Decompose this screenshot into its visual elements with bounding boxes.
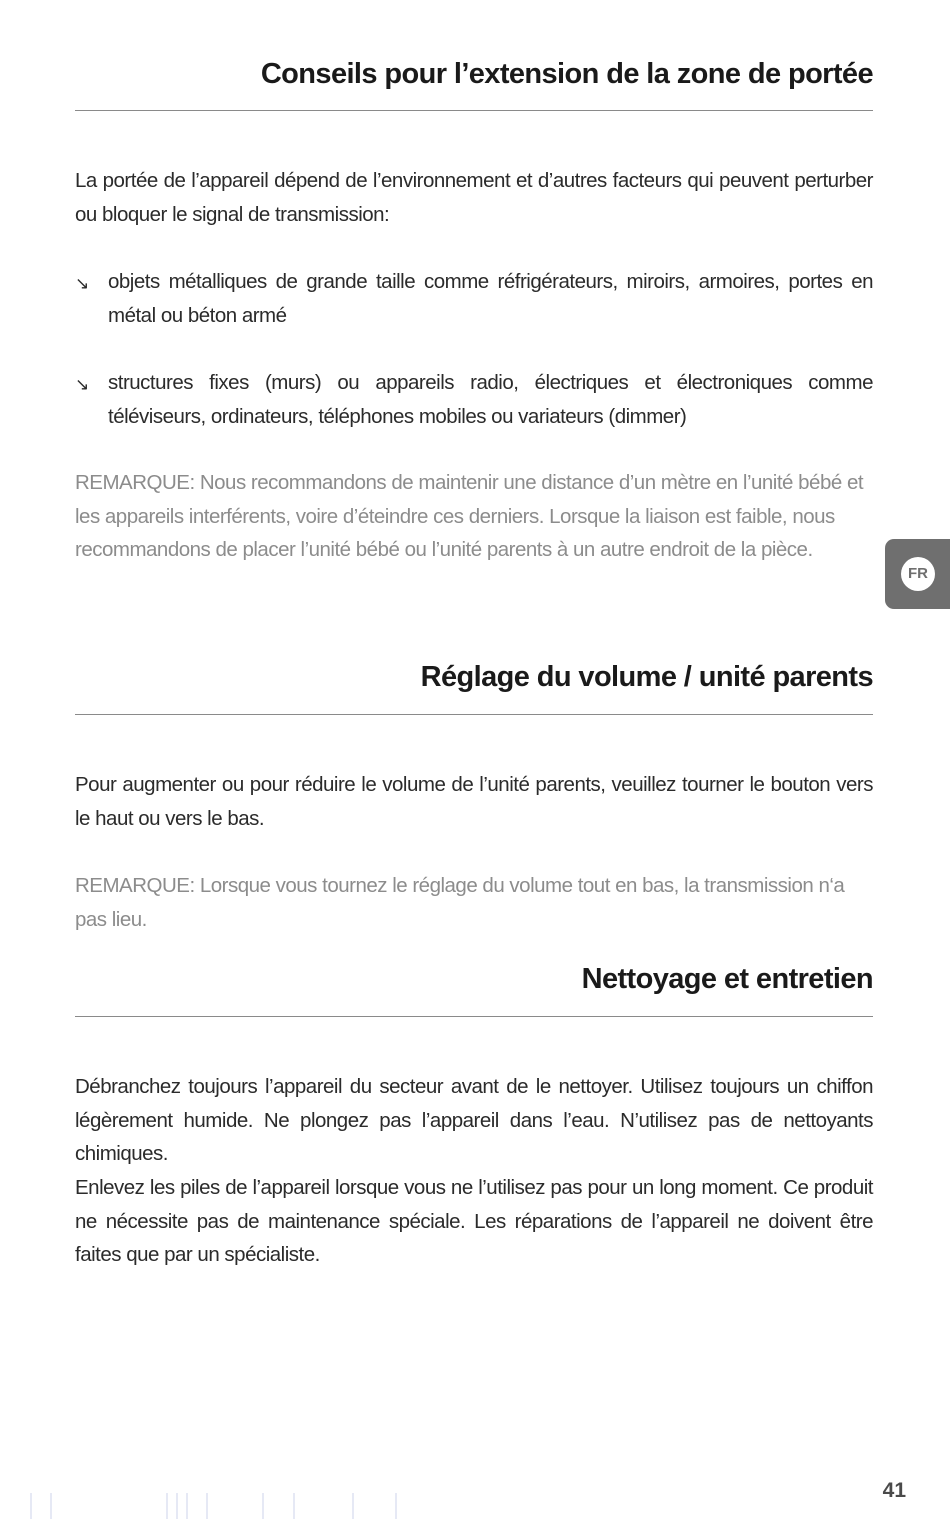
section-divider (75, 714, 873, 715)
arrow-down-right-icon: ↘ (75, 375, 90, 394)
section-divider (75, 1016, 873, 1017)
page-number: 41 (882, 1479, 906, 1502)
section-divider (75, 110, 873, 111)
section-title-range-tips: Conseils pour l’extension de la zone de portée (260, 58, 873, 90)
range-intro-paragraph: La portée de l’appareil dépend de l’environnement et d’autres facteurs qui peuvent perturber ou bloquer le signal de transmission: (75, 169, 873, 226)
section-title-volume: Réglage du volume / unité parents (420, 661, 873, 693)
volume-paragraph: Pour augmenter ou pour réduire le volume de l’unité parents, veuillez tourner le bouton vers le haut ou vers le bas. (75, 773, 873, 830)
arrow-down-right-icon: ↘ (75, 274, 90, 293)
language-tab (885, 539, 950, 609)
footer-decoration (30, 1493, 450, 1519)
list-item-text: structures fixes (murs) ou appareils radio, électriques et électroniques comme téléviseurs, ordinateurs, téléphones mobiles ou variateurs (dimmer) (108, 371, 873, 428)
section-title-cleaning: Nettoyage et entretien (581, 963, 873, 995)
volume-note: REMARQUE: Lorsque vous tournez le réglage du volume tout en bas, la transmission n‘a pas lieu. (75, 874, 845, 931)
list-item-text: objets métalliques de grande taille comme réfrigérateurs, miroirs, armoires, portes en métal ou béton armé (108, 270, 873, 327)
language-badge: FR (901, 557, 935, 591)
range-note: REMARQUE: Nous recommandons de maintenir une distance d’un mètre en l’unité bébé et les appareils interférents, voire d’éteindre ces derniers. Lorsque la liaison est faible, nous recommandons de placer l’unité bébé ou l’unité parents à un autre endroit de la pièce. (75, 471, 864, 561)
cleaning-paragraph-2: Enlevez les piles de l’appareil lorsque vous ne l’utilisez pas pour un long moment. Ce produit ne nécessite pas de maintenance spéciale. Les réparations de l’appareil ne doivent être faites que par un spécialiste. (75, 1176, 873, 1266)
cleaning-paragraph-1: Débranchez toujours l’appareil du secteur avant de le nettoyer. Utilisez toujours un chiffon légèrement humide. Ne plongez pas l’appareil dans l’eau. N’utilisez pas de nettoyants chimiques. (75, 1075, 873, 1165)
